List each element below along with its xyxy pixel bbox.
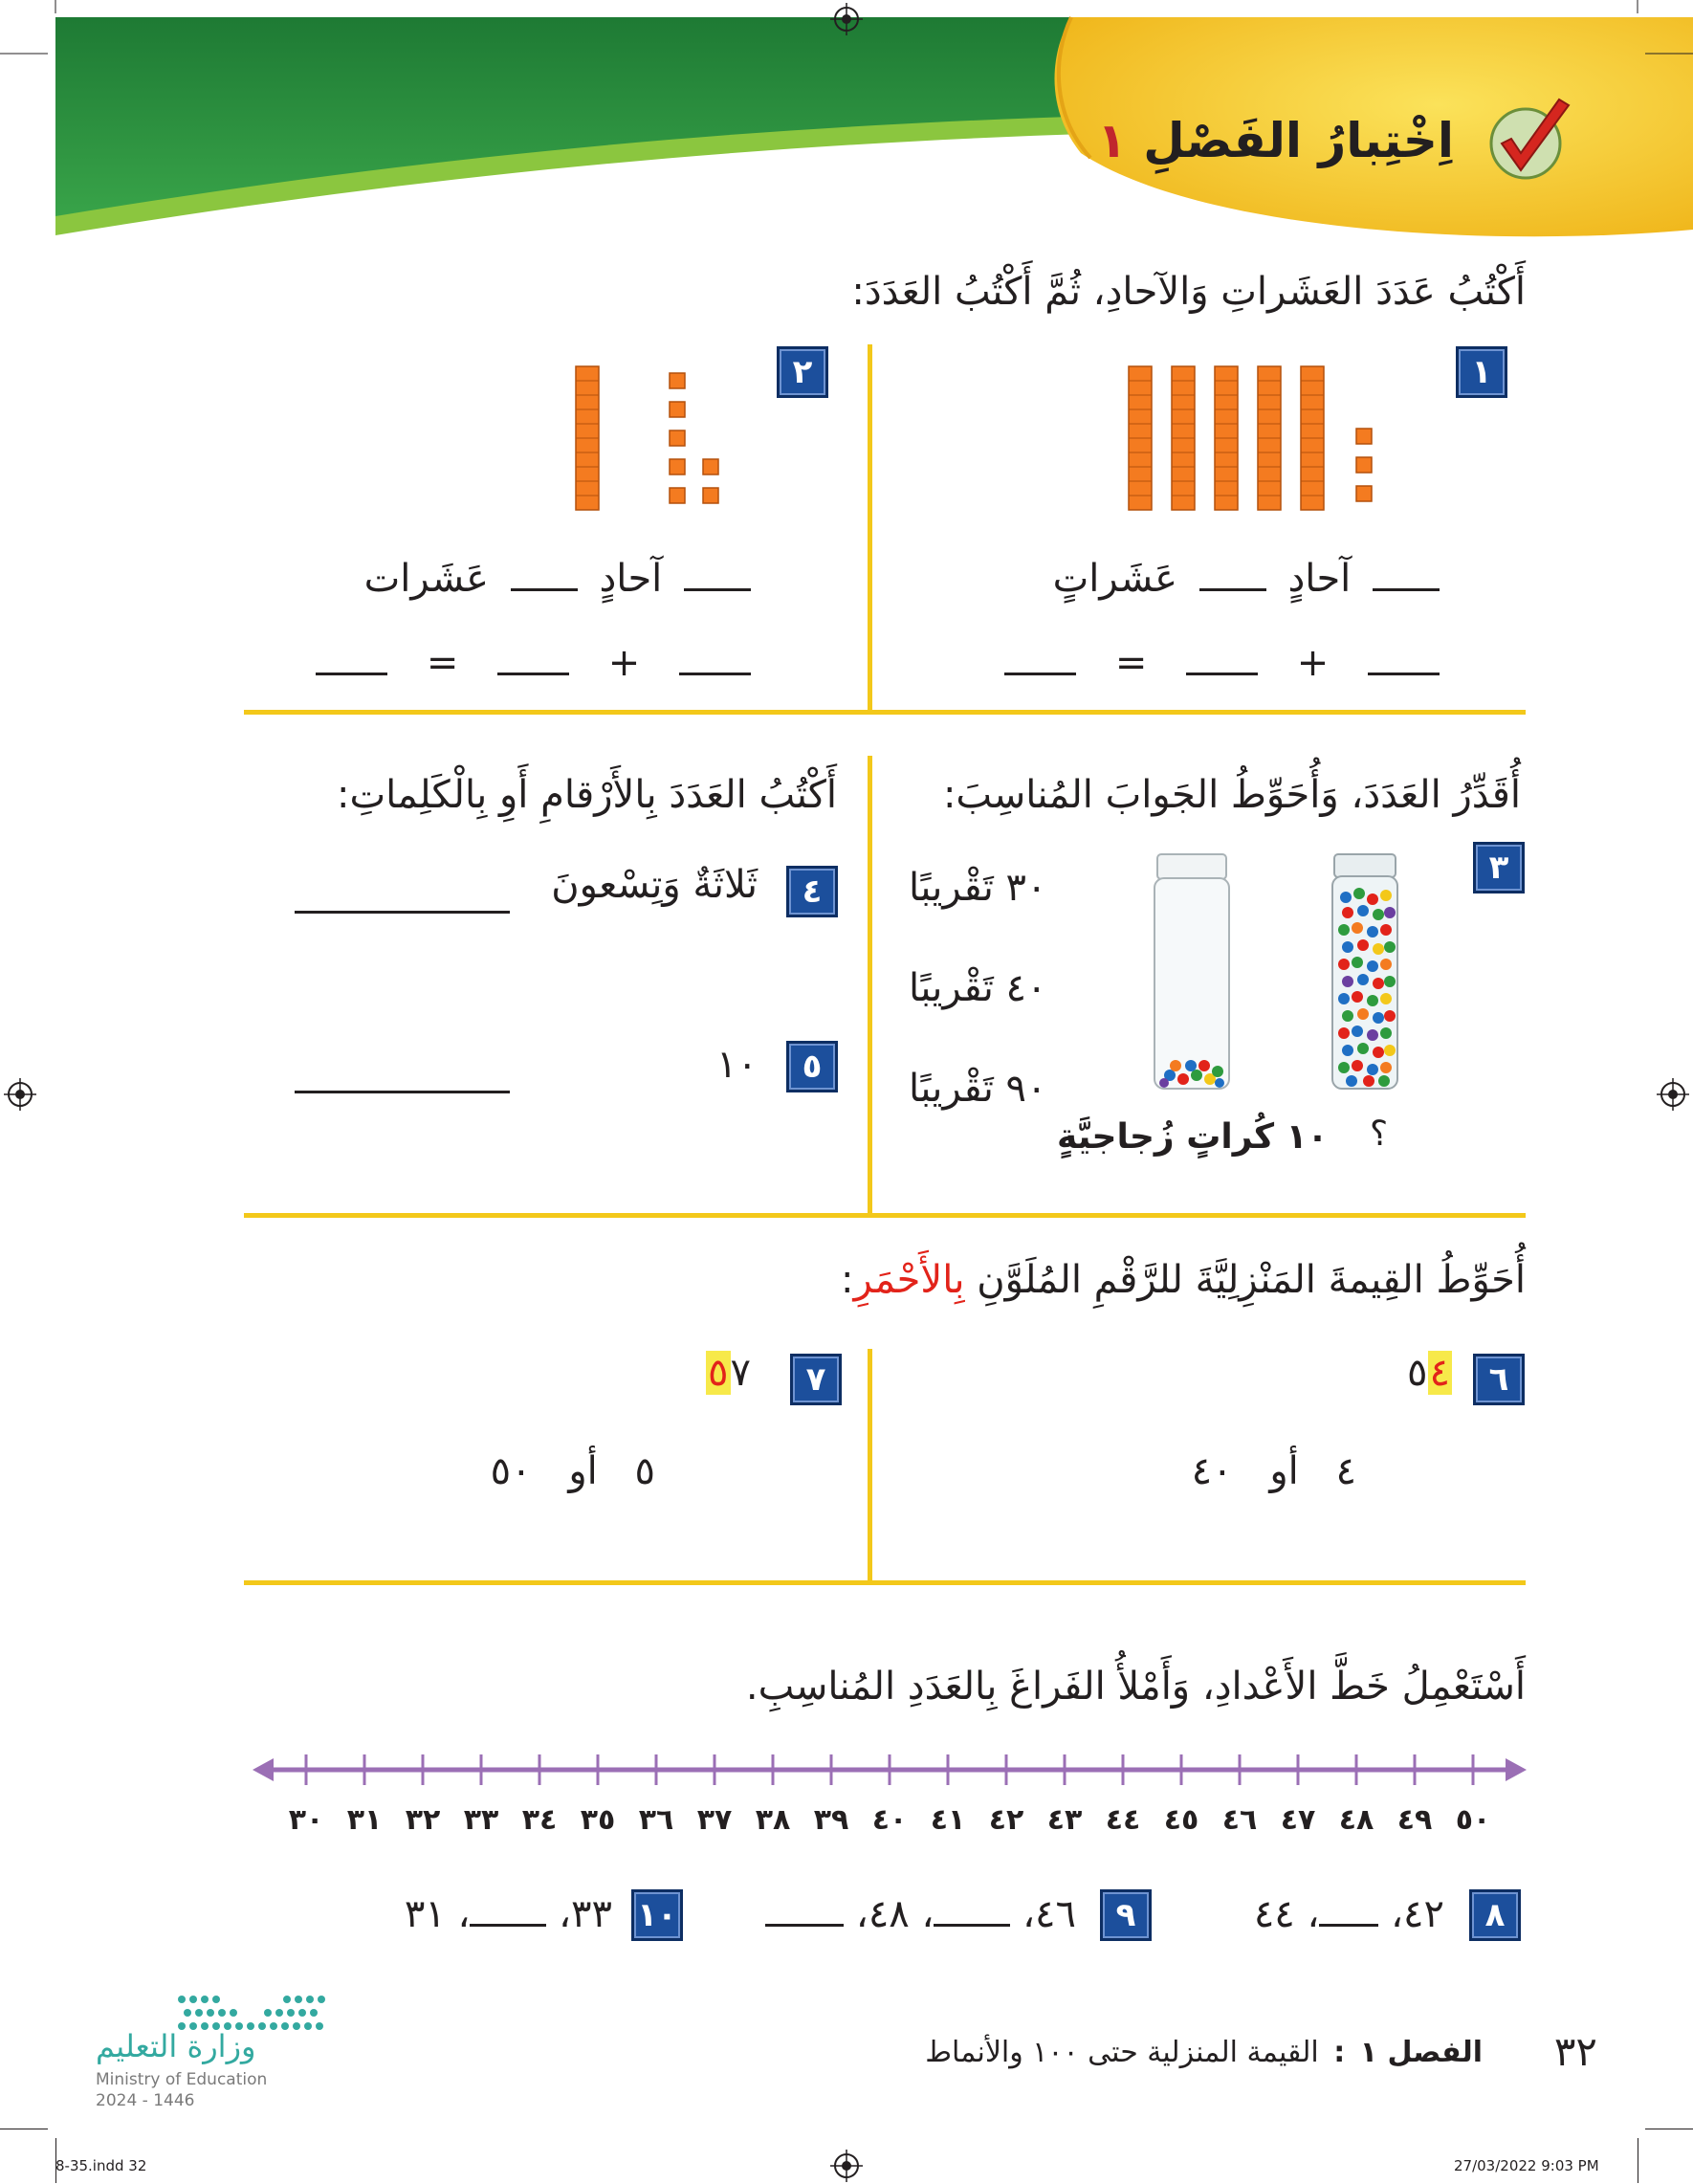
number-line-label: ٤٩ (1396, 1803, 1433, 1837)
plus-sign: + (607, 641, 641, 685)
title-text: اِخْتِبارُ الفَصْلِ (1143, 113, 1454, 168)
instruction-write-number: أَكْتُبُ العَدَدَ بِالأَرْقامِ أَوِ بِالْكَلِماتِ: (336, 773, 837, 817)
tens-label: عَشَراتٍ (1052, 557, 1177, 601)
number-line-label: ٣٢ (405, 1803, 441, 1837)
number-line-label: ٣١ (346, 1803, 383, 1837)
number-line-label: ٣٤ (521, 1803, 558, 1837)
ministry-year: 2024 - 1446 (96, 2091, 195, 2110)
question-badge-6: ٦ (1473, 1354, 1525, 1405)
divider (868, 1349, 872, 1583)
divider (868, 344, 872, 713)
number-line-label: ٣٦ (638, 1803, 674, 1837)
q6-number: ٥٤ (1407, 1351, 1450, 1395)
number-line-label: ٣٨ (755, 1803, 791, 1837)
number-line-label: ٤١ (930, 1803, 966, 1837)
registration-mark-icon (2, 1076, 38, 1113)
base-ten-blocks-q2 (564, 362, 737, 515)
jar-full-label: ؟ (1370, 1114, 1389, 1154)
jar-full-icon (1332, 854, 1397, 1089)
jar-empty-icon (1154, 854, 1229, 1089)
number-line (249, 1741, 1530, 1856)
answer-blank-ones[interactable] (511, 588, 578, 591)
answer-blank-q5[interactable] (295, 1091, 510, 1093)
equals-sign: = (1114, 641, 1148, 685)
question-badge-9: ٩ (1100, 1889, 1152, 1941)
ministry-name-ar: وزارة التعليم (96, 2028, 256, 2064)
q10-sequence: ٣٣، ، ٣١ (404, 1892, 612, 1936)
answer-blank-q4[interactable] (295, 911, 510, 914)
ones-label: آحادٍ (1287, 557, 1352, 601)
tens-label: عَشَرات (363, 557, 489, 601)
answer-blank[interactable] (1319, 1924, 1378, 1927)
answer-blank[interactable] (470, 1924, 546, 1927)
question-badge-8: ٨ (1469, 1889, 1521, 1941)
q2-tens-ones-row (355, 557, 751, 601)
q4-words: ثَلاثَةٌ وَتِسْعونَ (551, 863, 758, 907)
answer-blank-tens[interactable] (1373, 588, 1440, 591)
q6-choices: ٤ أو ٤٠ (1191, 1449, 1356, 1493)
estimate-option-40[interactable]: ٤٠ تَقْريبًا (909, 966, 1047, 1010)
q7-number: ٥٧ (708, 1351, 751, 1395)
answer-blank[interactable] (497, 673, 569, 675)
question-badge-1: ١ (1456, 346, 1507, 398)
number-line-label: ٣٩ (813, 1803, 849, 1837)
instruction-count-tens-ones: أَكْتُبُ عَدَدَ العَشَراتِ وَالآحادِ، ثُمَّ أَكْتُبُ العَدَدَ: (851, 270, 1526, 314)
divider (244, 1213, 1526, 1218)
q1-tens-ones-row (1044, 557, 1440, 601)
question-badge-3: ٣ (1473, 842, 1525, 893)
base-ten-blocks-q1 (1110, 362, 1396, 515)
number-line-label: ٤٦ (1221, 1803, 1258, 1837)
registration-mark-icon (828, 2148, 865, 2184)
q1-equation-row (1004, 641, 1440, 685)
page-number: ٣٢ (1553, 2028, 1597, 2075)
answer-blank-tens[interactable] (684, 588, 751, 591)
file-name: 8-35.indd 32 (55, 2157, 147, 2174)
question-badge-2: ٢ (777, 346, 828, 398)
q8-sequence: ٤٢، ، ٤٤ (1253, 1892, 1444, 1936)
instruction-place-value: أُحَوِّطُ القِيمةَ المَنْزِلِيَّةَ للرَّقْمِ المُلَوَّنِ بِالأَحْمَرِ: (840, 1258, 1526, 1302)
answer-blank-number[interactable] (1004, 673, 1076, 675)
divider (244, 710, 1526, 715)
choice-tens[interactable]: ٤٠ (1191, 1449, 1233, 1493)
equals-sign: = (426, 641, 459, 685)
registration-mark-icon (1655, 1076, 1691, 1113)
answer-blank[interactable] (679, 673, 751, 675)
choice-ones[interactable]: ٤ (1335, 1449, 1356, 1493)
ministry-name-en: Ministry of Education (96, 2070, 268, 2089)
answer-blank-ones[interactable] (1199, 588, 1266, 591)
estimate-option-30[interactable]: ٣٠ تَقْريبًا (909, 866, 1047, 910)
number-line-label: ٣٥ (580, 1803, 616, 1837)
choice-ones[interactable]: ٥ (634, 1449, 655, 1493)
question-badge-4: ٤ (786, 866, 838, 917)
number-line-label: ٥٠ (1455, 1803, 1491, 1837)
number-line-label: ٤٣ (1046, 1803, 1083, 1837)
answer-blank[interactable] (934, 1924, 1010, 1927)
number-line-label: ٤٢ (988, 1803, 1024, 1837)
choice-tens[interactable]: ٥٠ (490, 1449, 532, 1493)
number-line-label: ٤٥ (1163, 1803, 1199, 1837)
number-line-label: ٤٠ (871, 1803, 908, 1837)
print-date: 27/03/2022 9:03 PM (1454, 2157, 1599, 2174)
number-line-label: ٣٧ (696, 1803, 733, 1837)
number-line-label: ٤٤ (1105, 1803, 1141, 1837)
q5-number: ١٠ (716, 1043, 758, 1087)
number-line-label: ٣٠ (288, 1803, 324, 1837)
answer-blank[interactable] (765, 1924, 844, 1927)
jar-empty-label: ١٠ كُراتٍ زُجاجيَّةٍ (1057, 1117, 1329, 1157)
estimate-option-90[interactable]: ٩٠ تَقْريبًا (909, 1067, 1047, 1111)
number-line-label: ٤٨ (1338, 1803, 1374, 1837)
question-badge-10: ١٠ (631, 1889, 683, 1941)
plus-sign: + (1296, 641, 1330, 685)
q2-equation-row (316, 641, 751, 685)
question-badge-7: ٧ (790, 1354, 842, 1405)
question-badge-5: ٥ (786, 1041, 838, 1092)
answer-blank[interactable] (1186, 673, 1258, 675)
title-number: ١ (1097, 113, 1127, 168)
q7-choices: ٥ أو ٥٠ (490, 1449, 655, 1493)
page-title (1097, 113, 1454, 168)
q9-sequence: ٤٦، ، ٤٨، (765, 1892, 1076, 1936)
chapter-footer: الفصل ١ : القيمة المنزلية حتى ١٠٠ والأنماط (925, 2036, 1483, 2069)
instruction-estimate: أُقَدِّرُ العَدَدَ، وَأُحَوِّطُ الجَوابَ المُناسِبَ: (942, 773, 1521, 817)
divider (868, 756, 872, 1215)
answer-blank[interactable] (1368, 673, 1440, 675)
marble-jars (1143, 849, 1430, 1093)
number-line-label: ٤٧ (1280, 1803, 1316, 1837)
answer-blank-number[interactable] (316, 673, 387, 675)
number-line-label: ٣٣ (463, 1803, 499, 1837)
ones-label: آحادٍ (599, 557, 663, 601)
instruction-number-line: أَسْتَعْمِلُ خَطَّ الأَعْدادِ، وَأَمْلأُ الفَراغَ بِالعَدَدِ المُناسِبِ. (745, 1665, 1526, 1709)
divider (244, 1580, 1526, 1585)
